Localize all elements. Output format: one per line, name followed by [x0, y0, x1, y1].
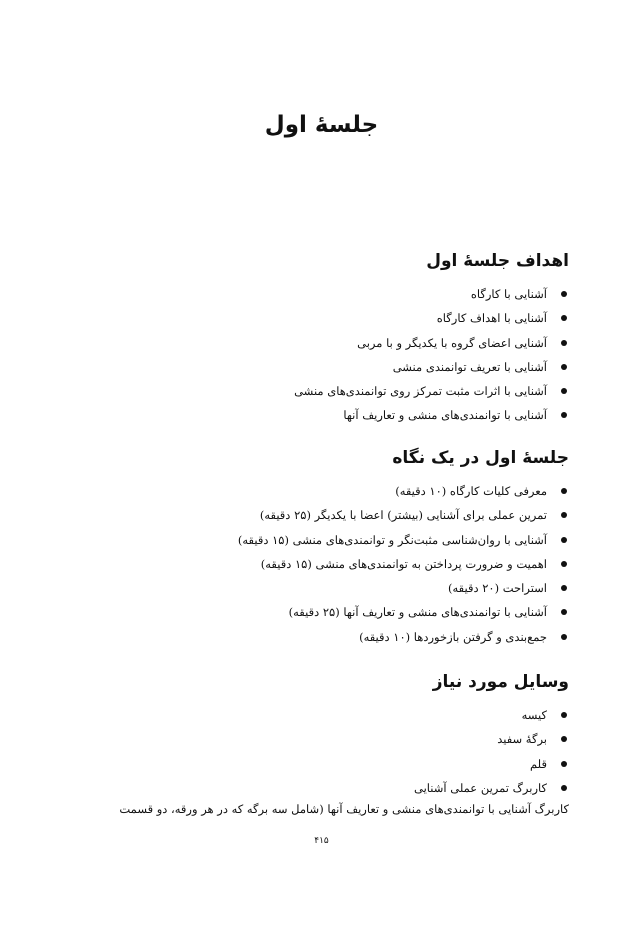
- bullet-icon: [561, 364, 567, 370]
- bullet-icon: [561, 609, 567, 615]
- list-item: آشنایی با روان‌شناسی مثبت‌نگر و توانمندی‌های منشی (۱۵ دقیقه): [69, 528, 569, 552]
- bullet-icon: [561, 315, 567, 321]
- list-item: آشنایی با تعریف توانمندی منشی: [69, 355, 569, 379]
- list-item: آشنایی با توانمندی‌های منشی و تعاریف آنها: [69, 403, 569, 427]
- bullet-icon: [561, 561, 567, 567]
- page-title: جلسهٔ اول: [264, 112, 379, 138]
- list-item: آشنایی با کارگاه: [69, 282, 569, 306]
- bullet-icon: [561, 291, 567, 297]
- bullet-icon: [561, 785, 567, 791]
- section-heading: جلسهٔ اول در یک نگاه: [392, 448, 569, 468]
- list-item: کاربرگ تمرین عملی آشنایی: [69, 776, 569, 800]
- section-session-goals: [69, 246, 569, 428]
- list-item: آشنایی با اهداف کارگاه: [69, 306, 569, 330]
- bullet-icon: [561, 634, 567, 640]
- section-required-materials: [69, 667, 569, 800]
- bullet-icon: [561, 761, 567, 767]
- bullet-icon: [561, 537, 567, 543]
- bullet-icon: [561, 388, 567, 394]
- list-item: تمرین عملی برای آشنایی (بیشتر) اعضا با یکدیگر (۲۵ دقیقه): [69, 503, 569, 527]
- continuation-text: کاربرگ آشنایی با توانمندی‌های منشی و تعاریف آنها (شامل سه برگه که در هر ورقه، دو قسمت: [119, 802, 569, 816]
- section-heading: وسایل مورد نیاز: [432, 672, 569, 692]
- list-item: استراحت (۲۰ دقیقه): [69, 576, 569, 600]
- list-item: جمع‌بندی و گرفتن بازخوردها (۱۰ دقیقه): [69, 625, 569, 649]
- bullet-list: [69, 282, 569, 428]
- page-number: ۴۱۵: [314, 836, 329, 846]
- section-heading: اهداف جلسهٔ اول: [426, 251, 569, 271]
- list-item: اهمیت و ضرورت پرداختن به توانمندی‌های منشی (۱۵ دقیقه): [69, 552, 569, 576]
- bullet-icon: [561, 488, 567, 494]
- list-item: آشنایی با توانمندی‌های منشی و تعاریف آنها (۲۵ دقیقه): [69, 600, 569, 624]
- bullet-icon: [561, 736, 567, 742]
- list-item: برگهٔ سفید: [69, 727, 569, 751]
- list-item: آشنایی اعضای گروه با یکدیگر و با مربی: [69, 331, 569, 355]
- bullet-icon: [561, 340, 567, 346]
- list-item: معرفی کلیات کارگاه (۱۰ دقیقه): [69, 479, 569, 503]
- bullet-list: [69, 703, 569, 800]
- bullet-icon: [561, 712, 567, 718]
- list-item: قلم: [69, 752, 569, 776]
- list-item: آشنایی با اثرات مثبت تمرکز روی توانمندی‌های منشی: [69, 379, 569, 403]
- list-item: کیسه: [69, 703, 569, 727]
- bullet-icon: [561, 585, 567, 591]
- bullet-icon: [561, 412, 567, 418]
- bullet-list: [69, 479, 569, 649]
- section-session-overview: [69, 443, 569, 649]
- bullet-icon: [561, 512, 567, 518]
